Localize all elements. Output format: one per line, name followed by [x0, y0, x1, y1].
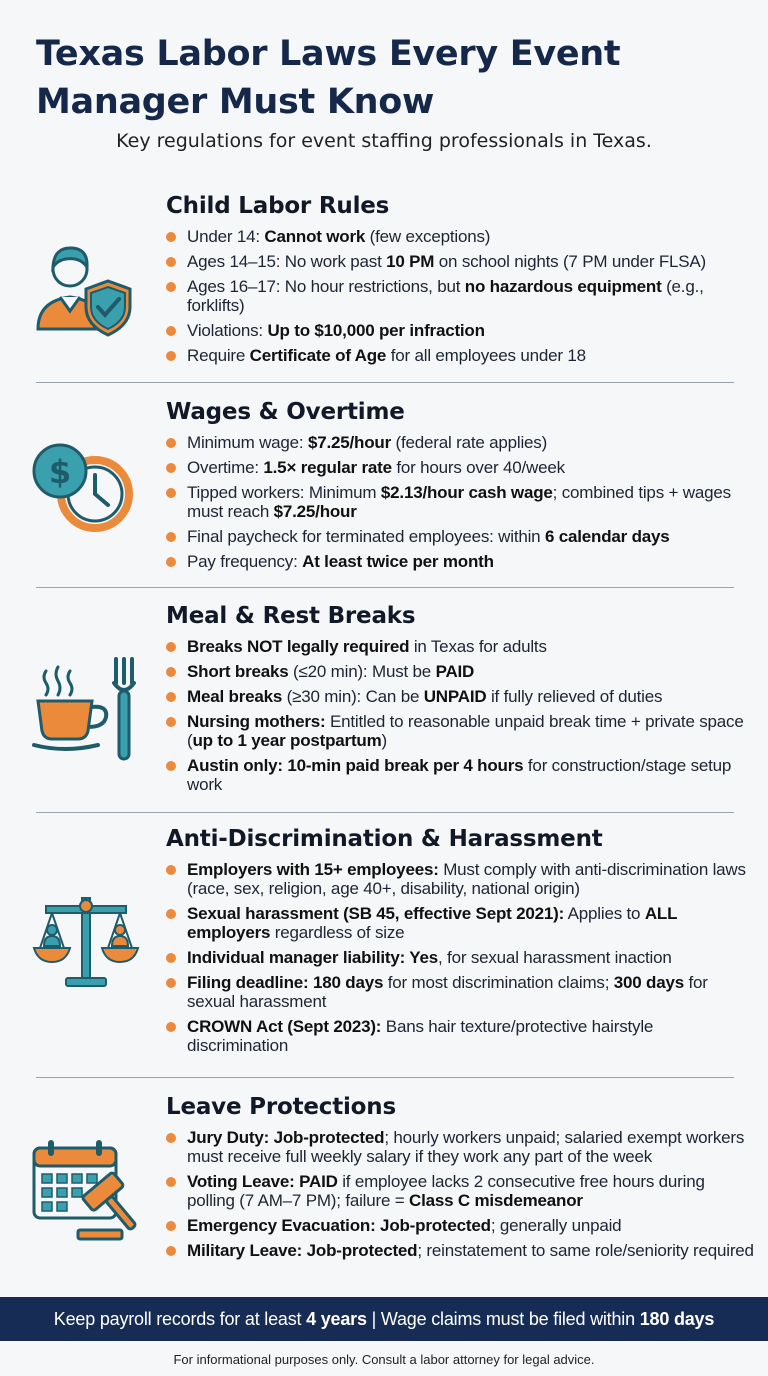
coffee-fork-icon	[30, 653, 140, 763]
bold-text: Meal breaks	[187, 687, 283, 706]
text-segment: , for sexual harassment inaction	[438, 948, 672, 967]
bold-text: up to 1 year postpartum	[192, 731, 382, 750]
text-segment: (≤20 min): Must be	[288, 662, 436, 681]
text-segment: regardless of size	[270, 923, 405, 942]
section-title: Leave Protections	[166, 1094, 396, 1120]
text-segment: Require	[187, 346, 250, 365]
scales-icon	[30, 886, 140, 996]
text-segment: if employee lacks 2 consecutive free hours during polling (7 AM–7 PM); failure =	[187, 1172, 705, 1210]
text-segment: (few exceptions)	[365, 227, 491, 246]
list-item	[166, 458, 756, 477]
list-item	[166, 552, 756, 571]
text-segment: Ages 16–17: No hour restrictions, but	[187, 277, 465, 296]
list-item	[166, 483, 756, 521]
bold-text: Breaks NOT legally required	[187, 637, 410, 656]
bold-text: Emergency Evacuation: Job-protected	[187, 1216, 491, 1235]
bold-text: 1.5× regular rate	[263, 458, 392, 477]
list-item	[166, 1241, 756, 1260]
divider	[36, 587, 734, 588]
list-item	[166, 687, 756, 706]
bold-text: Individual manager liability: Yes	[187, 948, 439, 967]
text-segment: for hours over 40/week	[391, 458, 565, 477]
text-segment: ; reinstatement to same role/seniority required	[417, 1241, 754, 1260]
bold-text: Short breaks	[187, 662, 289, 681]
bold-text: $7.25/hour	[307, 433, 392, 452]
bold-text: UNPAID	[423, 687, 487, 706]
bold-text: $2.13/hour cash wage	[380, 483, 553, 502]
list-item	[166, 321, 756, 340]
text-segment: ; combined tips + wages must reach	[187, 483, 731, 521]
text-segment: Minimum wage:	[187, 433, 308, 452]
text-segment: Tipped workers: Minimum	[187, 483, 381, 502]
bold-text: ALL employers	[187, 904, 677, 942]
list-item	[166, 252, 756, 271]
section-title: Anti-Discrimination & Harassment	[166, 826, 603, 852]
bold-text: At least twice per month	[302, 552, 494, 571]
list-item	[166, 904, 756, 942]
list-item	[166, 227, 756, 246]
bold-text: Up to $10,000 per infraction	[267, 321, 485, 340]
list-item	[166, 756, 756, 794]
list-item	[166, 1017, 756, 1055]
divider	[36, 382, 734, 383]
text-segment: | Wage claims must be filed within	[366, 1309, 640, 1329]
list-item	[166, 527, 756, 546]
disclaimer: For informational purposes only. Consult a labor attorney for legal advice.	[173, 1352, 595, 1367]
bold-text: PAID	[435, 662, 475, 681]
bold-text: 10 PM	[386, 252, 435, 271]
list-item	[166, 973, 756, 1011]
rule-list	[166, 227, 756, 371]
text-segment: (≥30 min): Can be	[282, 687, 424, 706]
child-shield-icon	[30, 231, 140, 341]
bold-text: 6 calendar days	[544, 527, 670, 546]
text-segment: Final paycheck for terminated employees: within	[187, 527, 545, 546]
svg-text:$: $	[48, 453, 72, 491]
rule-list	[166, 637, 756, 800]
bold-text: Austin only: 10-min paid break per 4 hours	[187, 756, 524, 775]
bold-text: 300 days	[613, 973, 684, 992]
text-segment: Violations:	[187, 321, 268, 340]
text-segment: (e.g., forklifts)	[187, 277, 704, 315]
list-item	[166, 637, 756, 656]
list-item	[166, 860, 756, 898]
list-item	[166, 1216, 756, 1235]
list-item	[166, 346, 756, 365]
list-item	[166, 277, 756, 315]
divider	[36, 1077, 734, 1078]
bold-text: CROWN Act (Sept 2023):	[187, 1017, 382, 1036]
list-item	[166, 1128, 756, 1166]
text-segment: Under 14:	[187, 227, 265, 246]
bold-text: Certificate of Age	[249, 346, 387, 365]
page-title: Texas Labor Laws Every Event Manager Must Know	[36, 34, 621, 122]
bold-text: $7.25/hour	[273, 502, 357, 521]
text-segment: ; hourly workers unpaid; salaried exempt workers must receive full weekly salary if they work any part of the week	[187, 1128, 745, 1166]
bold-text: Cannot work	[264, 227, 366, 246]
bold-text: Nursing mothers:	[187, 712, 326, 731]
text-segment: for construction/stage setup work	[187, 756, 732, 794]
bold-text: Jury Duty: Job-protected	[187, 1128, 385, 1147]
text-segment: (federal rate applies)	[391, 433, 548, 452]
divider	[36, 812, 734, 813]
list-item	[166, 712, 756, 750]
text-segment: Keep payroll records for at least	[53, 1309, 307, 1329]
list-item	[166, 948, 756, 967]
text-segment: Applies to	[564, 904, 645, 923]
text-segment: on school nights (7 PM under FLSA)	[434, 252, 707, 271]
rule-list	[166, 860, 756, 1061]
rule-list	[166, 433, 756, 577]
text-segment: ; generally unpaid	[490, 1216, 622, 1235]
calendar-gavel-icon	[30, 1134, 140, 1244]
text-segment: Bans hair texture/protective hairstyle discrimination	[187, 1017, 654, 1055]
dollar-clock-icon	[30, 439, 140, 549]
bold-text: 4 years	[306, 1309, 367, 1329]
bold-text: Filing deadline: 180 days	[187, 973, 384, 992]
bold-text: Sexual harassment (SB 45, effective Sept 2021):	[187, 904, 565, 923]
rule-list	[166, 1128, 756, 1266]
bold-text: 180 days	[639, 1309, 715, 1329]
text-segment: in Texas for adults	[409, 637, 547, 656]
text-segment: Ages 14–15: No work past	[187, 252, 387, 271]
text-segment: for all employees under 18	[386, 346, 586, 365]
text-segment: if fully relieved of duties	[486, 687, 663, 706]
footer-banner	[0, 1297, 768, 1341]
text-segment: )	[381, 731, 387, 750]
text-segment: Entitled to reasonable unpaid break time + private space (	[187, 712, 744, 750]
section-title: Wages & Overtime	[166, 399, 405, 425]
list-item	[166, 662, 756, 681]
list-item	[166, 1172, 756, 1210]
text-segment: for most discrimination claims;	[383, 973, 614, 992]
bold-text: Voting Leave: PAID	[187, 1172, 338, 1191]
text-segment: Must comply with anti-discrimination laws (race, sex, religion, age 40+, disability, national origin)	[187, 860, 746, 898]
text-segment: Overtime:	[187, 458, 264, 477]
section-title: Meal & Rest Breaks	[166, 603, 416, 629]
bold-text: Military Leave: Job-protected	[187, 1241, 418, 1260]
text-segment: for sexual harassment	[187, 973, 708, 1011]
page-subtitle: Key regulations for event staffing professionals in Texas.	[116, 130, 652, 152]
bold-text: Class C misdemeanor	[409, 1191, 583, 1210]
section-title: Child Labor Rules	[166, 193, 390, 219]
bold-text: Employers with 15+ employees:	[187, 860, 439, 879]
list-item	[166, 433, 756, 452]
bold-text: no hazardous equipment	[464, 277, 662, 296]
text-segment: Pay frequency:	[187, 552, 303, 571]
